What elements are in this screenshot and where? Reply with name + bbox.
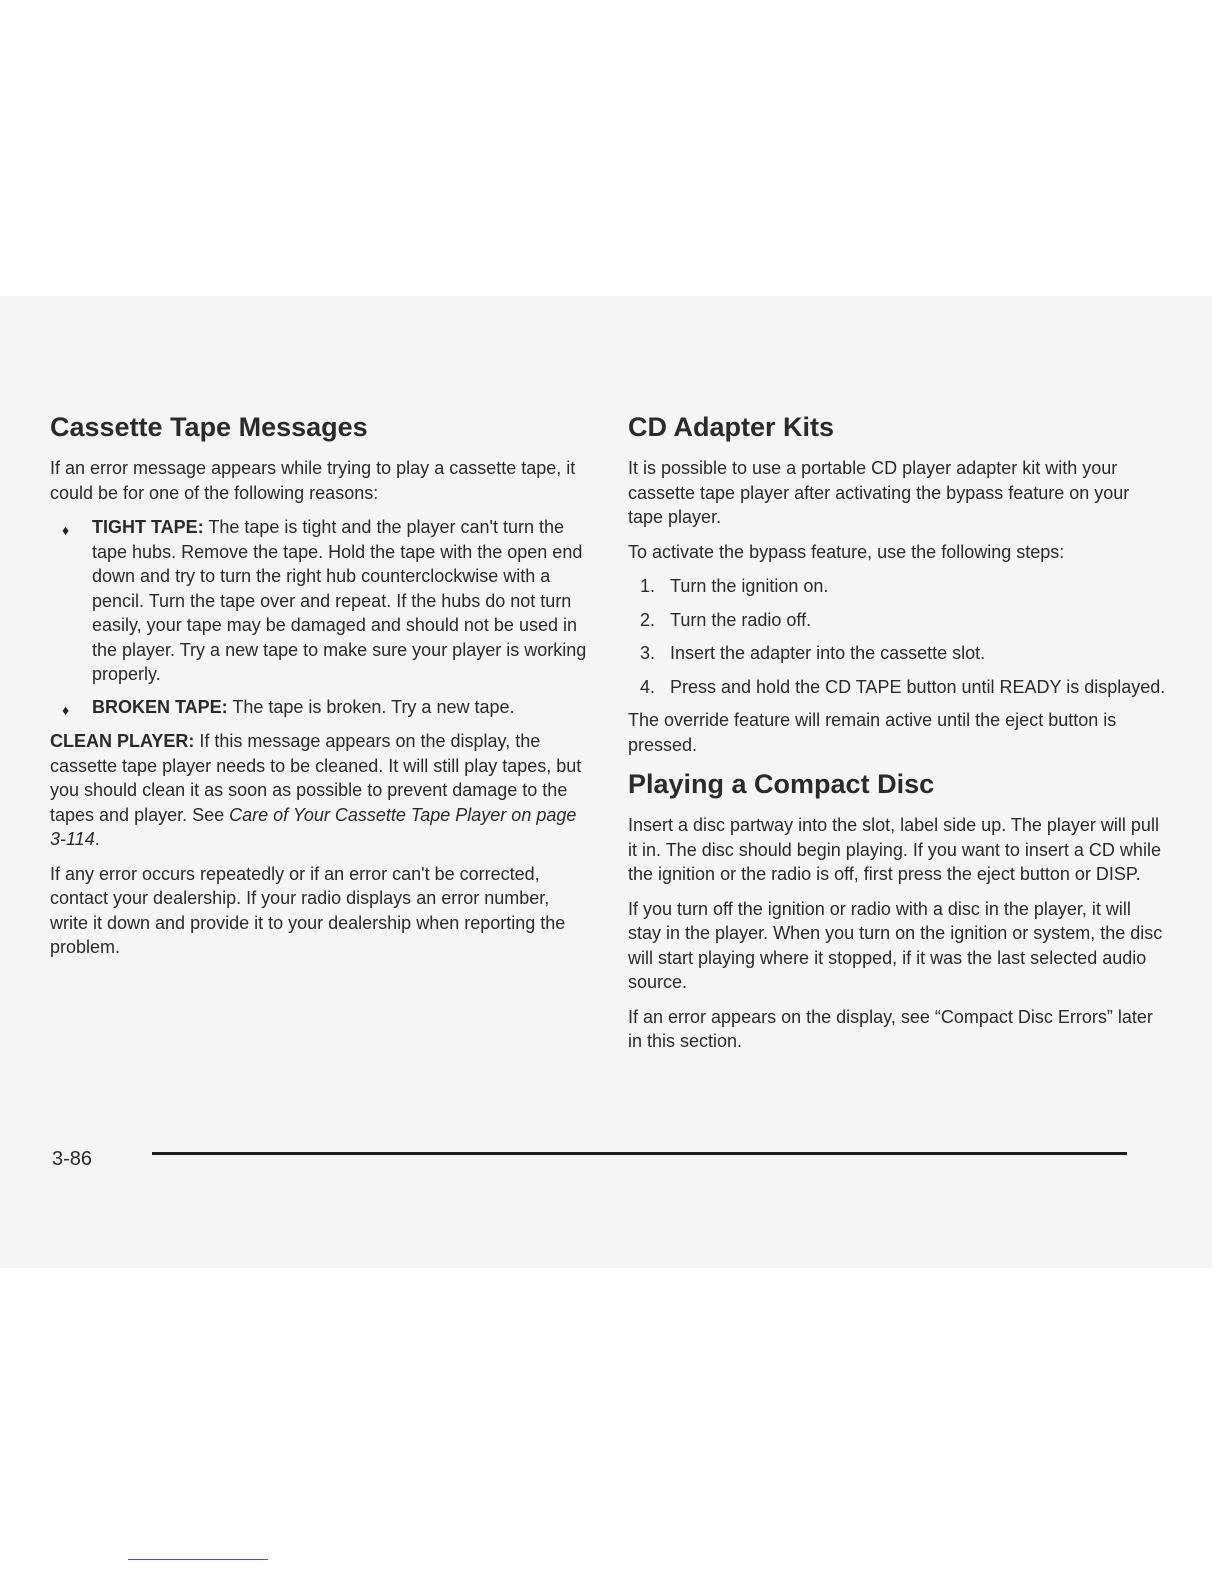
- message-text: The tape is tight and the player can't turn the tape hubs. Remove the tape. Hold the tape with the open end down and try to turn the right hub counterclockwise with a pencil. Turn the tape over and repeat. If the hubs do not turn easily, your tape may be damaged and should not be used in the player. Try a new tape to make sure your player is working properly.: [92, 517, 587, 684]
- bullet-icon: ♦: [62, 522, 70, 538]
- clean-player-end: .: [94, 829, 100, 849]
- step-number: 4.: [640, 676, 656, 697]
- message-term: TIGHT TAPE:: [92, 517, 204, 537]
- list-item: [628, 608, 1168, 633]
- step-text: Insert the adapter into the cassette slot.: [670, 643, 986, 663]
- list-item: [628, 574, 1168, 599]
- clean-player-term: CLEAN PLAYER:: [50, 731, 195, 751]
- playing-cd-paragraph-1: Insert a disc partway into the slot, label side up. The player will pull it in. The disc should begin playing. If you want to insert a CD while the ignition or the radio is off, first press the eject button or DISP.: [628, 815, 1161, 884]
- cross-reference-link[interactable]: Care of Your Cassette Tape Player on page 3-114: [50, 804, 577, 849]
- cassette-intro: If an error message appears while trying to play a cassette tape, it could be for one of the following reasons:: [50, 458, 576, 503]
- page-number: 3-86: [52, 1148, 93, 1170]
- steps-intro: To activate the bypass feature, use the following steps:: [628, 541, 1065, 562]
- link-underline: [128, 1559, 268, 1560]
- right-column: [628, 410, 1168, 1064]
- playing-cd-paragraph-3: If an error appears on the display, see “Compact Disc Errors” later in this section.: [628, 1006, 1153, 1051]
- adapter-steps-list: [628, 574, 1168, 699]
- cassette-message-list: [50, 515, 590, 719]
- section-title-playing-cd: Playing a Compact Disc: [628, 769, 935, 799]
- list-item: [50, 515, 590, 687]
- step-text: Turn the ignition on.: [670, 576, 829, 596]
- left-column: [50, 410, 590, 970]
- step-number: 2.: [640, 609, 656, 630]
- section-title-cd-adapter: CD Adapter Kits: [628, 412, 835, 442]
- section-title-cassette-messages: Cassette Tape Messages: [50, 412, 368, 442]
- list-item: [628, 675, 1168, 700]
- step-text: Turn the radio off.: [670, 609, 812, 630]
- clean-player-text: If this message appears on the display, the cassette tape player needs to be cleaned. It will still play tapes, but you should clean it as soon as possible to prevent damage to the tapes and player. See: [50, 731, 582, 825]
- message-text: The tape is broken. Try a new tape.: [227, 696, 515, 717]
- list-item: [50, 695, 590, 720]
- list-item: [628, 641, 1168, 666]
- step-number: 3.: [640, 643, 656, 663]
- clean-player-paragraph: [50, 729, 590, 852]
- message-term: BROKEN TAPE:: [92, 696, 228, 717]
- bullet-icon: ♦: [62, 701, 70, 718]
- override-paragraph: The override feature will remain active until the eject button is pressed.: [628, 710, 1117, 755]
- adapter-intro: It is possible to use a portable CD player adapter kit with your cassette tape player after activating the bypass feature on your tape player.: [628, 458, 1130, 527]
- error-closing-paragraph: If any error occurs repeatedly or if an error can't be corrected, contact your dealership. If your radio displays an error number, write it down and provide it to your dealership when reporting the problem.: [50, 863, 566, 957]
- step-text: Press and hold the CD TAPE button until READY is displayed.: [670, 676, 1166, 697]
- footer-divider: [152, 1152, 1127, 1155]
- playing-cd-paragraph-2: If you turn off the ignition or radio with a disc in the player, it will stay in the player. When you turn on the ignition or system, the disc will start playing where it stopped, if it was the last selected audio source.: [628, 898, 1163, 992]
- step-number: 1.: [640, 576, 656, 596]
